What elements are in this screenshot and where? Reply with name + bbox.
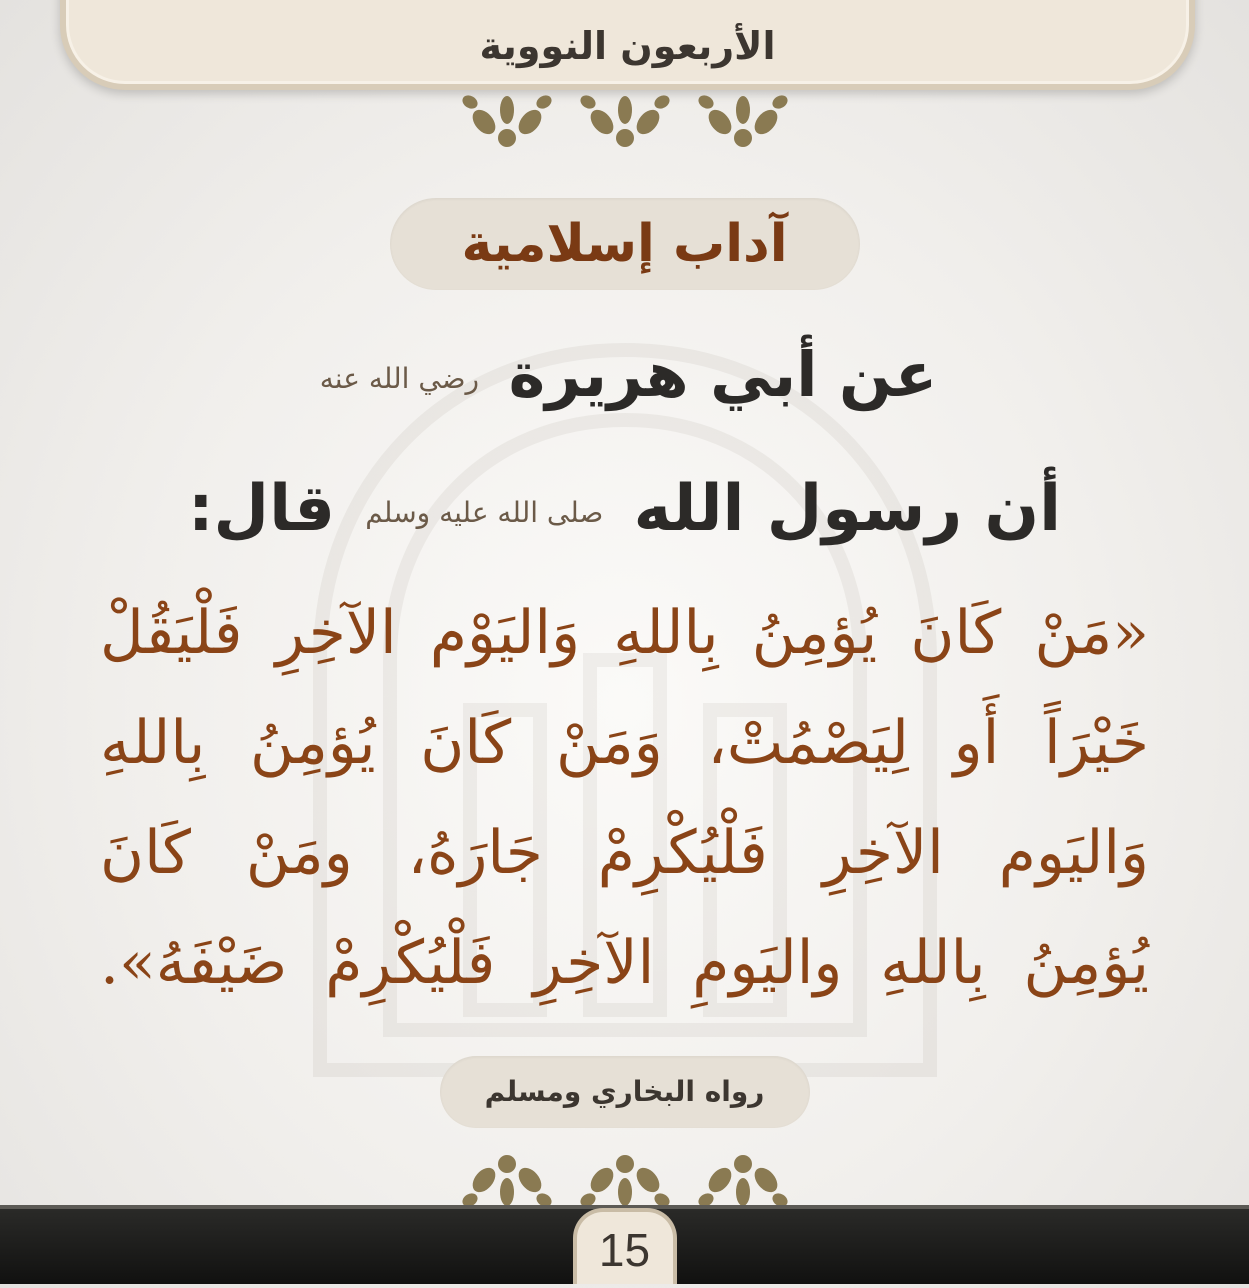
floral-ornament-icon xyxy=(698,92,788,152)
bottom-ornament-row xyxy=(0,1150,1249,1210)
floral-ornament-icon xyxy=(462,1150,552,1210)
hadith-text xyxy=(100,578,1149,1018)
floral-ornament-icon xyxy=(580,92,670,152)
section-title: آداب إسلامية xyxy=(390,198,860,290)
page-number: 15 xyxy=(573,1208,677,1284)
prophet-name: أن رسول الله xyxy=(633,472,1062,546)
hadith-line: خَيْرَاً أَو لِيَصْمُتْ، وَمَنْ كَانَ يُؤمِنُ بِاللهِ xyxy=(100,708,1149,778)
sallallahu-alayhi-honorific: صلى الله عليه وسلم xyxy=(365,495,604,529)
floral-ornament-icon xyxy=(580,1150,670,1210)
radiallahu-anhu-honorific: رضي الله عنه xyxy=(319,362,479,396)
hadith-line: يُؤمِنُ بِاللهِ واليَومِ الآخِرِ فَلْيُكْرِمْ ضَيْفَهُ». xyxy=(100,928,1149,998)
floral-ornament-icon xyxy=(698,1150,788,1210)
hadith-line: «مَنْ كَانَ يُؤمِنُ بِاللهِ وَاليَوْم الآخِرِ فَلْيَقُلْ xyxy=(100,598,1149,668)
floral-ornament-icon xyxy=(462,92,552,152)
narrator-name: عن أبي هريرة xyxy=(508,338,938,411)
book-title: الأربعون النووية xyxy=(479,24,776,68)
narrator-line xyxy=(0,338,1249,411)
said-label: قال: xyxy=(187,472,336,546)
top-ornament-row xyxy=(0,92,1249,152)
hadith-source: رواه البخاري ومسلم xyxy=(440,1056,810,1128)
header-banner xyxy=(60,0,1195,90)
prophet-said-line xyxy=(0,472,1249,546)
hadith-line: وَاليَوم الآخِرِ فَلْيُكْرِمْ جَارَهُ، ومَنْ كَانَ xyxy=(100,818,1149,888)
